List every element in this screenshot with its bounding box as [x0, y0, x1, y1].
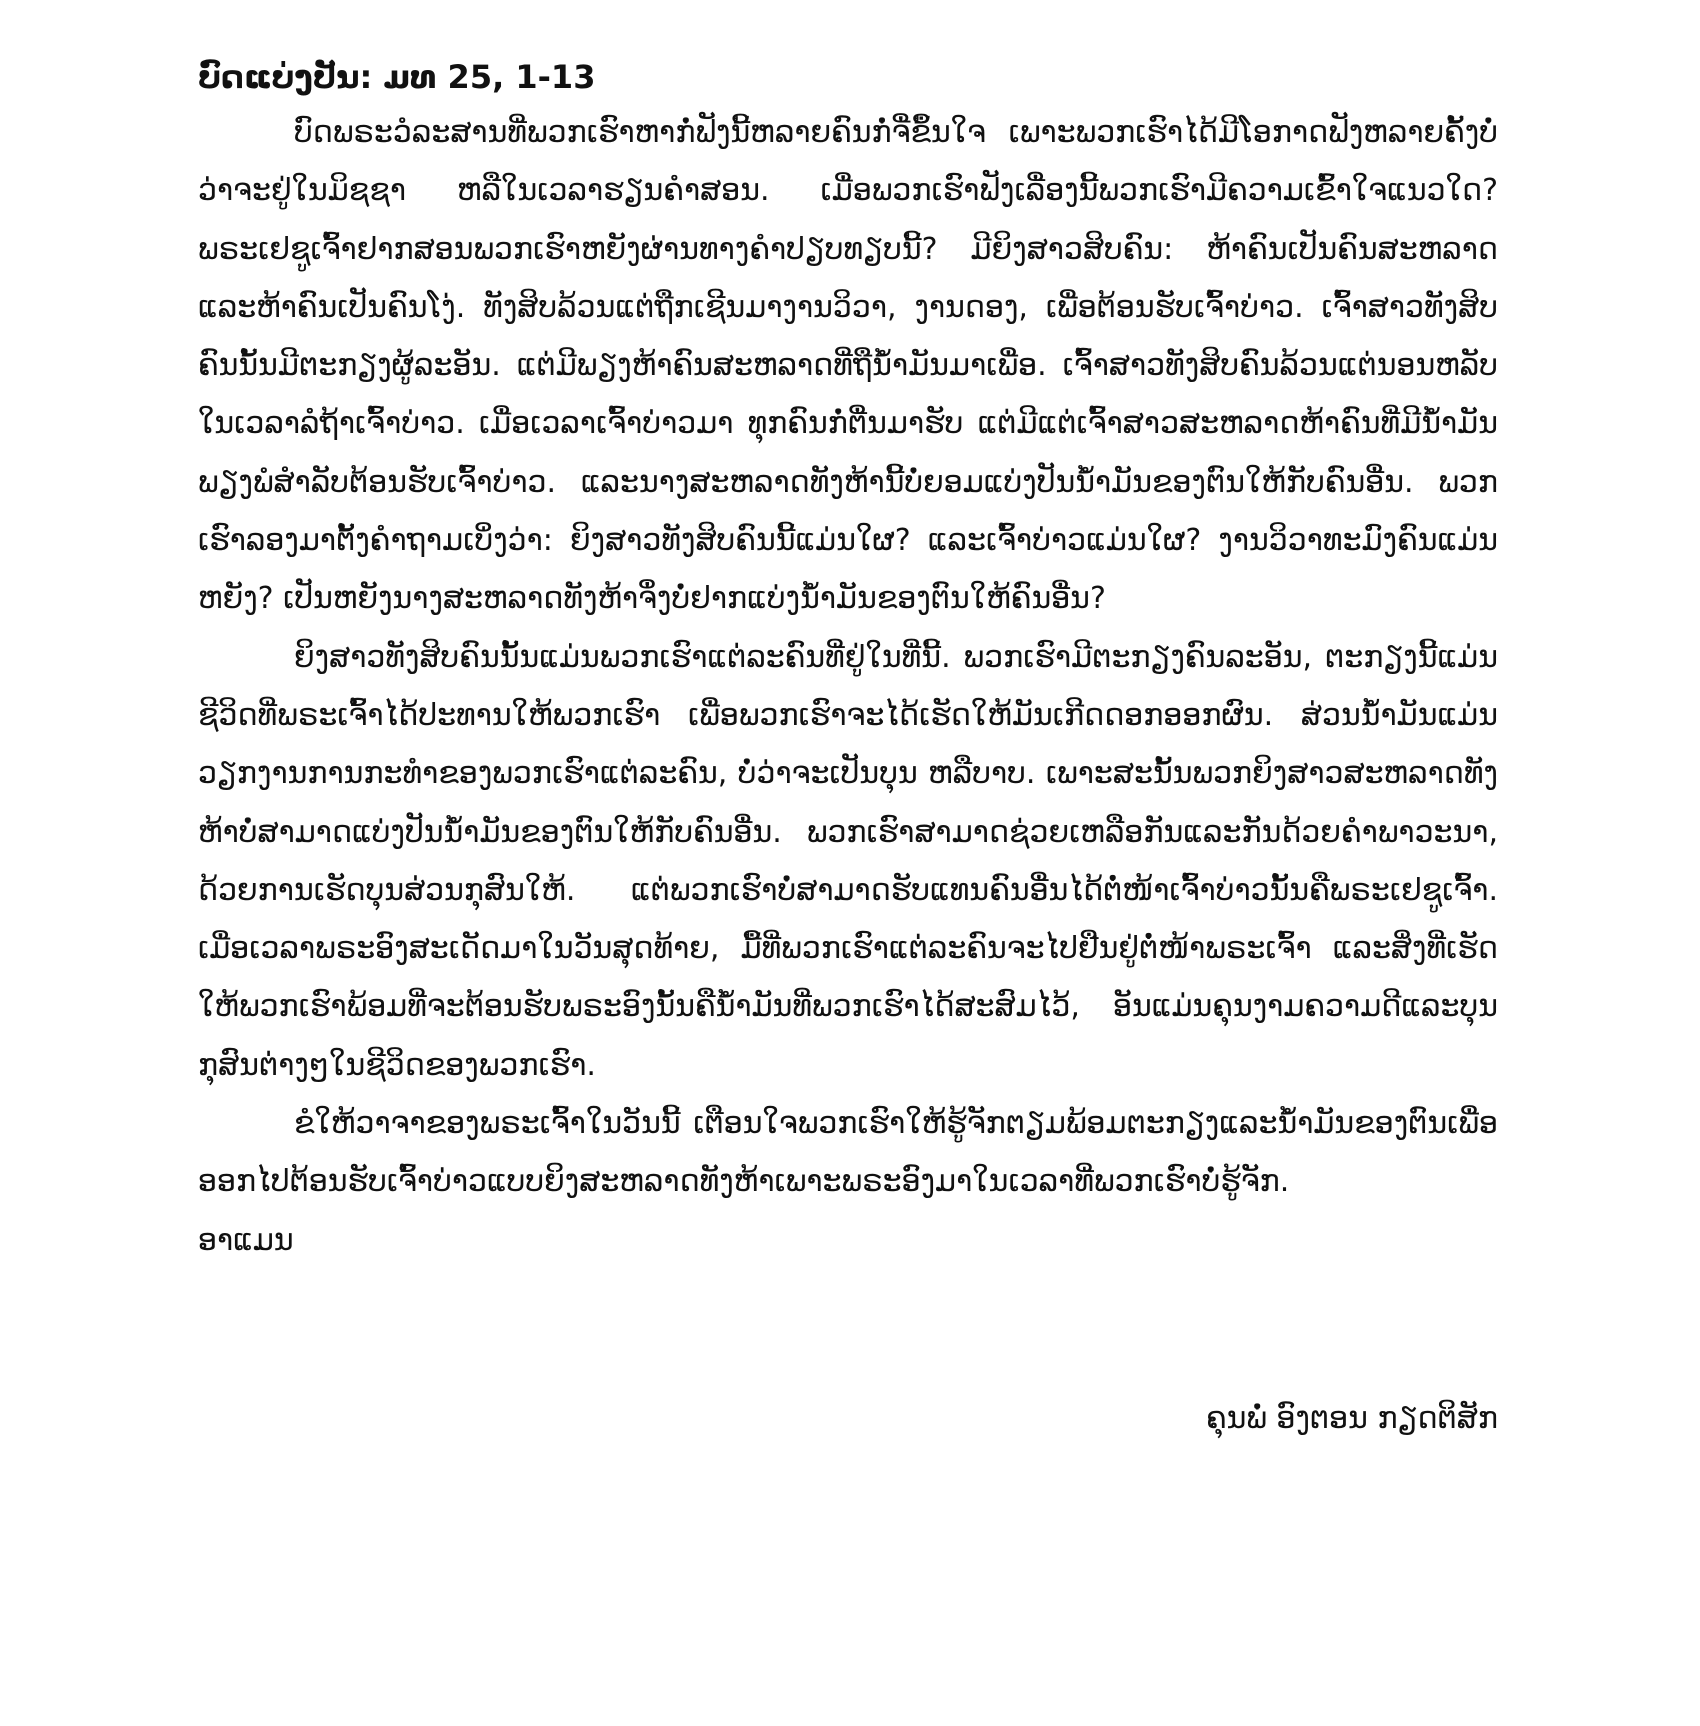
- author-signature: ຄຸນພໍ່ ອົງຕອນ ກຽດຕິສັກ: [1205, 1401, 1498, 1436]
- document-title: ບົດແບ່ງປັນ: ມທ 25, 1-13: [198, 58, 596, 96]
- paragraph-2: ຍິງສາວທັງສິບຄົນນັ້ນແມ່ນພວກເຮົາແຕ່ລະຄົນທີ່ຢູ່ໃນທີ່ນີ້. ພວກເຮົາມີຕະກຽງຄົນລະອັນ, ຕະກຽງນີ້ແມ່ນຊີວິດທີ່ພຣະເຈົ້າໄດ້ປະທານໃຫ້ພວກເຮົາ ເພື່ອພວກເຮົາຈະໄດ້ເຮັດໃຫ້ມັນເກີດດອກອອກຜົນ. ສ່ວນນ້ຳມັນແມ່ນວຽກງານການກະທຳຂອງພວກເຮົາແຕ່ລະຄົນ, ບໍ່ວ່າຈະເປັນບຸນ ຫລືບາບ. ເພາະສະນັ້ນພວກຍິງສາວສະຫລາດທັງຫ້າບໍ່ສາມາດແບ່ງປັນນ້ຳມັນຂອງຕົນໃຫ້ກັບຄົນອື່ນ. ພວກເຮົາສາມາດຊ່ວຍເຫລືອກັນແລະກັນດ້ວຍຄຳພາວະນາ, ດ້ວຍການເຮັດບຸນສ່ວນກຸສົນໃຫ້. ແຕ່ພວກເຮົາບໍ່ສາມາດຮັບແທນຄົນອື່ນໄດ້ຕໍ່ໜ້າເຈົ້າບ່າວນັ້ນຄືພຣະເຢຊູເຈົ້າ. ເມື່ອເວລາພຣະອົງສະເດັດມາໃນວັນສຸດທ້າຍ, ມື້ທີ່ພວກເຮົາແຕ່ລະຄົນຈະໄປຢືນຢູ່ຕໍ່ໜ້າພຣະເຈົ້າ ແລະສິ່ງທີ່ເຮັດໃຫ້ພວກເຮົາພ້ອມທີ່ຈະຕ້ອນຮັບພຣະອົງນັ້ນຄືນ້ຳມັນທີ່ພວກເຮົາໄດ້ສະສົມໄວ້, ອັນແມ່ນຄຸນງາມຄວາມດີແລະບຸນກຸສົນຕ່າງໆໃນຊີວິດຂອງພວກເຮົາ.: [198, 639, 1498, 1083]
- paragraph-1: ບົດພຣະວໍລະສານທີ່ພວກເຮົາຫາກໍ່ຟັງນີ້ຫລາຍຄົນກໍ່ຈື່ຂຶ້ນໃຈ ເພາະພວກເຮົາໄດ້ມີໂອກາດຟັງຫລາຍຄັ້ງບໍ່ວ່າຈະຢູ່ໃນມິຊຊາ ຫລືໃນເວລາຮຽນຄຳສອນ. ເມື່ອພວກເຮົາຟັງເລື່ອງນີ້ພວກເຮົາມີຄວາມເຂົ້າໃຈແນວໃດ? ພຣະເຢຊູເຈົ້າຢາກສອນພວກເຮົາຫຍັງຜ່ານທາງຄຳປຽບທຽບນີ້? ມີຍິງສາວສິບຄົນ: ຫ້າຄົນເປັນຄົນສະຫລາດ ແລະຫ້າຄົນເປັນຄົນໂງ່. ທັງສິບລ້ວນແຕ່ຖືກເຊີນມາງານວິວາ, ງານດອງ, ເພື່ອຕ້ອນຮັບເຈົ້າບ່າວ. ເຈົ້າສາວທັງສິບຄົນນັ້ນມີຕະກຽງຜູ້ລະອັນ. ແຕ່ມີພຽງຫ້າຄົນສະຫລາດທີ່ຖືນ້ຳມັນມາເພື່ອ. ເຈົ້າສາວທັງສິບຄົນລ້ວນແຕ່ນອນຫລັບໃນເວລາລໍຖ້າເຈົ້າບ່າວ. ເມື່ອເວລາເຈົ້າບ່າວມາ ທຸກຄົນກໍ່ຕື່ນມາຮັບ ແຕ່ມີແຕ່ເຈົ້າສາວສະຫລາດຫ້າຄົນທີ່ມີນ້ຳມັນພຽງພໍສຳລັບຕ້ອນຮັບເຈົ້າບ່າວ. ແລະນາງສະຫລາດທັງຫ້ານີ້ບໍ່ຍອມແບ່ງປັນນ້ຳມັນຂອງຕົນໃຫ້ກັບຄົນອື່ນ. ພວກເຮົາລອງມາຕັ້ງຄຳຖາມເບິ່ງວ່າ: ຍິງສາວທັງສິບຄົນນີ້ແມ່ນໃຜ? ແລະເຈົ້າບ່າວແມ່ນໃຜ? ງານວິວາທະມົງຄົນແມ່ນຫຍັງ? ເປັນຫຍັງນາງສະຫລາດທັງຫ້າຈຶ່ງບໍ່ຢາກແບ່ງນ້ຳມັນຂອງຕົນໃຫ້ຄົນອື່ນ?: [198, 115, 1498, 617]
- paragraph-3: ຂໍໃຫ້ວາຈາຂອງພຣະເຈົ້າໃນວັນນີ້ ເຕືອນໃຈພວກເຮົາໃຫ້ຮູ້ຈັກຕຽມພ້ອມຕະກຽງແລະນ້ຳມັນຂອງຕົນເພື່ອອອກໄປຕ້ອນຮັບເຈົ້າບ່າວແບບຍິງສະຫລາດທັງຫ້າເພາະພຣະອົງມາໃນເວລາທີ່ພວກເຮົາບໍ່ຮູ້ຈັກ.: [198, 1106, 1498, 1200]
- closing-amen: ອາແມນ: [198, 1222, 294, 1258]
- document-body: [198, 52, 1498, 1270]
